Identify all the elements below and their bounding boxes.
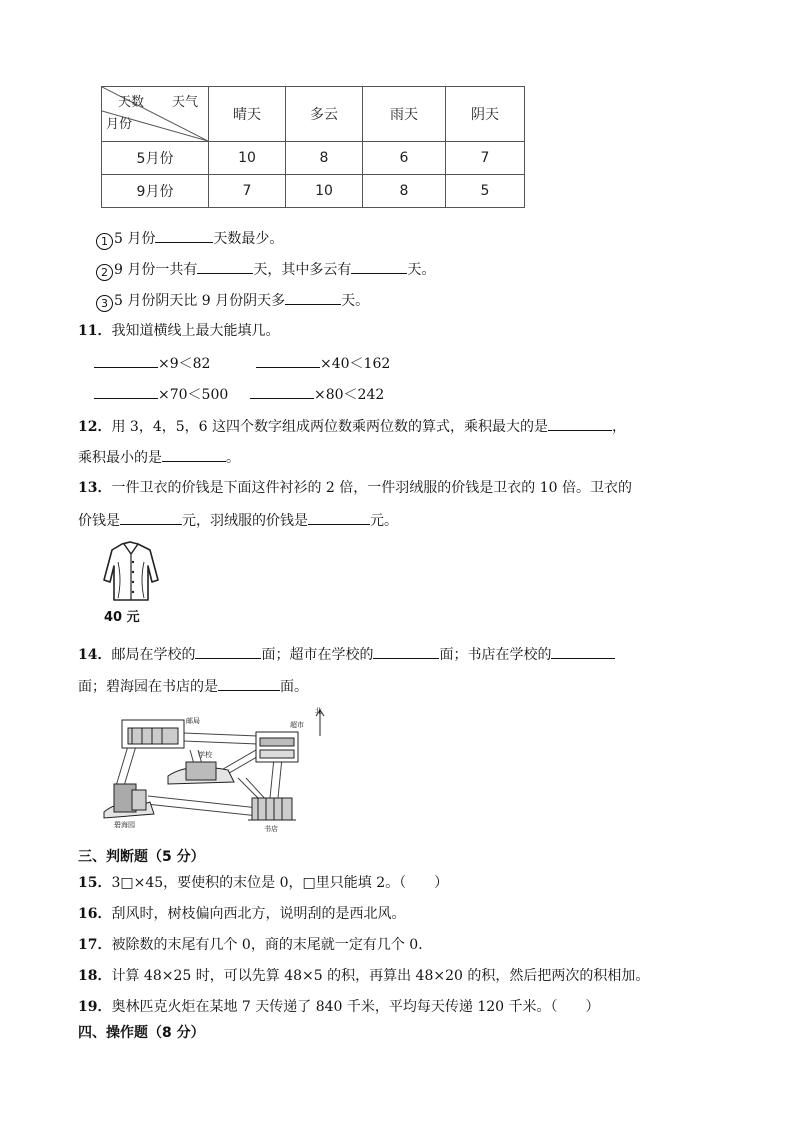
map-label-post-office: 邮局 (186, 717, 200, 725)
corner-days-label: 天数 (118, 95, 145, 110)
q18-text: 计算 48×25 时，可以先算 48×5 的积，再算出 48×20 的积，然后把两次的积相加。 (111, 968, 650, 984)
q11-expr: ×40＜162 (320, 356, 391, 372)
answer-blank[interactable] (351, 259, 407, 274)
table-cell: 7 (209, 175, 286, 208)
answer-blank[interactable] (120, 510, 182, 525)
q14-text: 面。 (280, 679, 308, 695)
q10-sub2-mid: 天，其中多云有 (253, 262, 352, 278)
circled-number: 1 (96, 233, 113, 250)
q11-text: 我知道横线上最大能填几。 (111, 323, 280, 339)
q11-eq3 (94, 384, 228, 404)
table-cell: 7 (446, 142, 525, 175)
answer-blank[interactable] (197, 259, 253, 274)
answer-blank[interactable] (551, 644, 615, 659)
q10-sub1-tail: 天数最少。 (213, 231, 284, 247)
table-cell: 5 (446, 175, 525, 208)
q13-text: 元。 (370, 513, 398, 529)
q15 (78, 874, 448, 892)
q11-expr: ×80＜242 (314, 387, 385, 403)
answer-blank[interactable] (308, 510, 370, 525)
q14-text: 面；超市在学校的 (261, 647, 374, 663)
answer-blank[interactable] (285, 290, 341, 305)
map-label-school: 学校 (198, 751, 212, 759)
column-header: 雨天 (363, 87, 446, 142)
q12-line2 (78, 447, 240, 467)
q10-sub1 (96, 228, 283, 250)
map-label-bihaiyuan: 碧海园 (114, 821, 135, 829)
q13-text: 价钱是 (78, 513, 120, 529)
answer-blank[interactable] (373, 644, 439, 659)
shirt-icon (100, 540, 162, 606)
q11-eq1 (94, 353, 210, 373)
answer-blank[interactable] (250, 384, 314, 399)
table-cell: 6 (363, 142, 446, 175)
table-cell: 8 (286, 142, 363, 175)
q17-text: 被除数的末尾有几个 0，商的末尾就一定有几个 0． (111, 937, 433, 953)
column-header: 多云 (286, 87, 363, 142)
question-number: 18． (78, 968, 112, 984)
question-number: 13． (78, 480, 112, 496)
location-map (98, 706, 338, 836)
table-row (102, 142, 525, 175)
question-number: 11． (78, 323, 112, 339)
q14-text: 面；书店在学校的 (439, 647, 552, 663)
q14-line1 (78, 644, 615, 664)
q11-heading (78, 322, 279, 340)
q10-sub2 (96, 259, 435, 281)
q10-sub3 (96, 290, 369, 312)
q14-line2 (78, 676, 308, 696)
q17 (78, 936, 432, 954)
answer-blank[interactable] (218, 676, 280, 691)
q10-sub3-tail: 天。 (341, 293, 370, 309)
table-cell: 8 (363, 175, 446, 208)
q11-expr: ×70＜500 (158, 387, 229, 403)
shirt-price: 40 元 (104, 610, 140, 625)
circled-number: 3 (96, 295, 113, 312)
circled-number: 2 (96, 264, 113, 281)
q19 (78, 998, 600, 1016)
q13-text: 一件卫衣的价钱是下面这件衬衫的 2 倍，一件羽绒服的价钱是卫衣的 10 倍。卫衣的 (111, 480, 633, 496)
table-cell: 10 (286, 175, 363, 208)
question-number: 15． (78, 875, 112, 891)
shirt-image (100, 540, 162, 624)
answer-blank[interactable] (256, 353, 320, 368)
q11-expr: ×9＜82 (158, 356, 211, 372)
answer-blank[interactable] (195, 644, 261, 659)
q11-eq2 (256, 353, 390, 373)
corner-weather-label: 天气 (172, 95, 199, 110)
q16 (78, 905, 405, 923)
question-number: 16． (78, 906, 112, 922)
q15-text: 3□×45，要使积的末位是 0，□里只能填 2。（ ） (111, 875, 449, 891)
question-number: 14． (78, 647, 112, 663)
q12-text: 用 3，4，5，6 这四个数字组成两位数乘两位数的算式，乘积最大的是 (111, 419, 549, 435)
q13-text: 元，羽绒服的价钱是 (182, 513, 308, 529)
q10-sub2-tail: 天。 (407, 262, 436, 278)
q14-text: 邮局在学校的 (111, 647, 196, 663)
column-header: 晴天 (209, 87, 286, 142)
table-cell: 10 (209, 142, 286, 175)
q19-text: 奥林匹克火炬在某地 7 天传递了 840 千米，平均每天传递 120 千米。（ ） (111, 999, 600, 1015)
q10-sub2-text: 9 月份一共有 (114, 262, 198, 278)
question-number: 12． (78, 419, 112, 435)
table-row (102, 175, 525, 208)
q12-line1 (78, 416, 626, 436)
q12-text: 乘积最小的是 (78, 450, 162, 466)
answer-blank[interactable] (548, 416, 612, 431)
question-number: 17． (78, 937, 112, 953)
row-label: 9月份 (102, 175, 209, 208)
table-corner-cell (102, 87, 209, 142)
row-label: 5月份 (102, 142, 209, 175)
section-title: 四、操作题（8 分） (78, 1025, 205, 1041)
answer-blank[interactable] (155, 228, 213, 243)
map-label-bookstore: 书店 (264, 825, 278, 833)
answer-blank[interactable] (162, 447, 226, 462)
q18 (78, 967, 649, 985)
map-label-north: 北 (315, 707, 322, 715)
answer-blank[interactable] (94, 384, 158, 399)
corner-month-label: 月份 (106, 117, 133, 132)
map-label-supermarket: 超市 (290, 721, 304, 729)
q12-punct: ， (612, 419, 627, 435)
column-header: 阴天 (446, 87, 525, 142)
q12-punct: 。 (226, 450, 240, 466)
q13-line2 (78, 510, 398, 530)
weather-table (101, 86, 525, 208)
answer-blank[interactable] (94, 353, 158, 368)
question-number: 19． (78, 999, 112, 1015)
q16-text: 刮风时，树枝偏向西北方，说明刮的是西北风。 (111, 906, 406, 922)
q14-text: 面；碧海园在书店的是 (78, 679, 218, 695)
q10-sub3-text: 5 月份阴天比 9 月份阴天多 (114, 293, 286, 309)
q10-sub1-text: 5 月份 (114, 231, 156, 247)
section-title: 三、判断题（5 分） (78, 849, 205, 865)
q13-line1 (78, 479, 632, 497)
q11-eq4 (250, 384, 384, 404)
